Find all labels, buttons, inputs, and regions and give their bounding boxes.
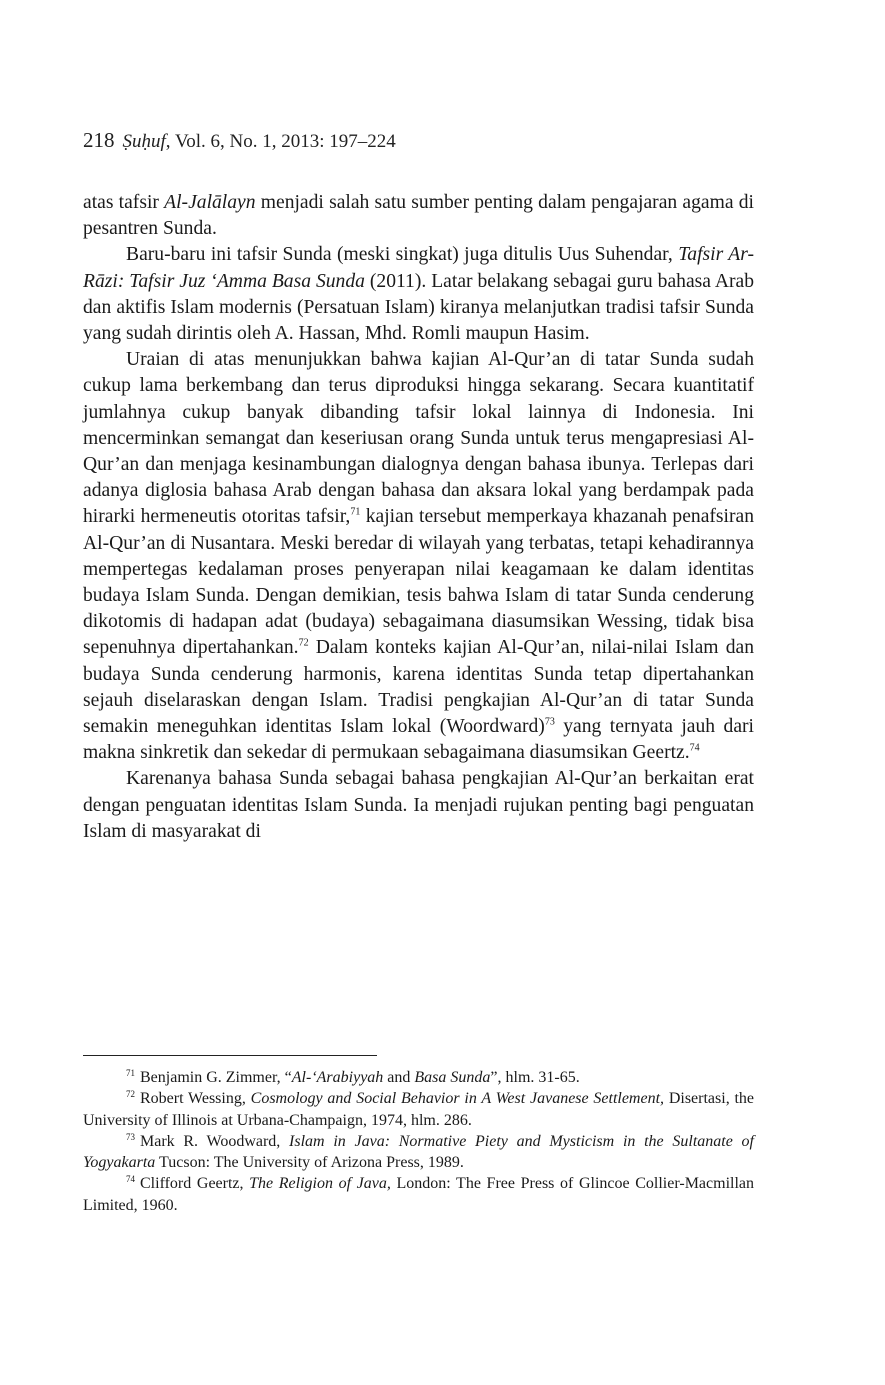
paragraph-4: Karenanya bahasa Sunda sebagai bahasa pengkajian Al-Qur’an berkaitan erat dengan penguatan identitas Islam Sunda. Ia menjadi rujukan penting bagi penguatan Islam di masyarakat di xyxy=(83,768,754,842)
footnote-71: $^{71}$ Benjamin G. Zimmer, “Al-ʻArabiyyah and Basa Sunda”, hlm. 31-65. xyxy=(126,1067,580,1086)
paragraph-2: Baru-baru ini tafsir Sunda (meski singkat) juga ditulis Uus Suhendar, Tafsir Ar-Rāzi: Tafsir Juz ʻAmma Basa Sunda (2011). Latar belakang sebagai guru bahasa Arab dan aktifis Islam modernis (Persatuan Islam) kiranya melanjutkan tradisi tafsir Sunda yang sudah dirintis oleh A. Hassan, Mhd. Romli maupun Hasim. xyxy=(83,244,754,345)
paragraph-3: Uraian di atas menunjukkan bahwa kajian Al-Qur’an di tatar Sunda sudah cukup lama berkembang dan terus diproduksi hingga sekarang. Secara kuantitatif jumlahnya cukup banyak dibanding tafsir lokal lainnya di Indonesia. Ini mencerminkan semangat dan keseriusan orang Sunda untuk terus mengapresiasi Al-Qur’an dan menjaga kesinambungan dialognya dengan bahasa ibunya. Terlepas dari adanya diglosia bahasa Arab dengan bahasa dan aksara lokal yang berdampak pada hirarki hermeneutis otoritas tafsir,$^{71}$ kajian tersebut memperkaya khazanah penafsiran Al-Qur’an di Nusantara. Meski beredar di wilayah yang terbatas, tetapi kehadirannya mempertegas kedalaman proses penyerapan nilai keagamaan ke dalam identitas budaya Islam Sunda. Dengan demikian, tesis bahwa Islam di tatar Sunda cenderung dikotomis di hadapan adat (budaya) sebagaimana diasumsikan Wessing, tidak bisa sepenuhnya dipertahankan.$^{72}$ Dalam konteks kajian Al-Qur’an, nilai-nilai Islam dan budaya Sunda cenderung harmonis, karena identitas Sunda tetap dipertahankan sejauh diselaraskan dengan Islam. Tradisi pengkajian Al-Qur’an di tatar Sunda semakin meneguhkan identitas Islam lokal (Woordward)$^{73}$ yang ternyata jauh dari makna sinkretik dan sekedar di permukaan sebagaimana diasumsikan Geertz.$^{74}$ xyxy=(83,349,755,764)
journal-citation: , Vol. 6, No. 1, 2013: 197–224 xyxy=(165,131,396,152)
footnote-72: $^{72}$ Robert Wessing, Cosmology and Social Behavior in A West Javanese Settlement, Disertasi, the University of Illinois at Urbana-Champaign, 1974, hlm. 286. xyxy=(83,1088,755,1129)
body-text xyxy=(83,190,754,845)
footnote-ref-74[interactable]: 74 xyxy=(689,742,700,754)
footnote-73: $^{73}$ Mark R. Woodward, Islam in Java: Normative Piety and Mysticism in the Sultanate of Yogyakarta Tucson: The University of Arizona Press, 1989. xyxy=(83,1131,754,1172)
book-title: Al-Jalālayn xyxy=(164,192,256,213)
footnote-74: $^{74}$ Clifford Geertz, The Religion of Java, London: The Free Press of Glincoe Collier-Macmillan Limited, 1960. xyxy=(83,1174,754,1214)
journal-name: Ṣuḥuf xyxy=(122,131,166,152)
footnotes xyxy=(83,1067,754,1216)
footnote-ref-72[interactable]: 72 xyxy=(298,637,309,649)
page-number: 218 xyxy=(83,128,115,152)
footnote-divider xyxy=(83,1055,377,1056)
running-header xyxy=(83,128,396,153)
book-title: Tafsir Ar-Rāzi: Tafsir Juz ʻAmma Basa Sunda xyxy=(83,244,754,292)
footnote-ref-71[interactable]: 71 xyxy=(350,506,361,518)
footnote-ref-73[interactable]: 73 xyxy=(544,716,555,728)
paragraph-1: atas tafsir Al-Jalālayn menjadi salah satu sumber penting dalam pengajaran agama di pesantren Sunda. xyxy=(83,192,754,240)
